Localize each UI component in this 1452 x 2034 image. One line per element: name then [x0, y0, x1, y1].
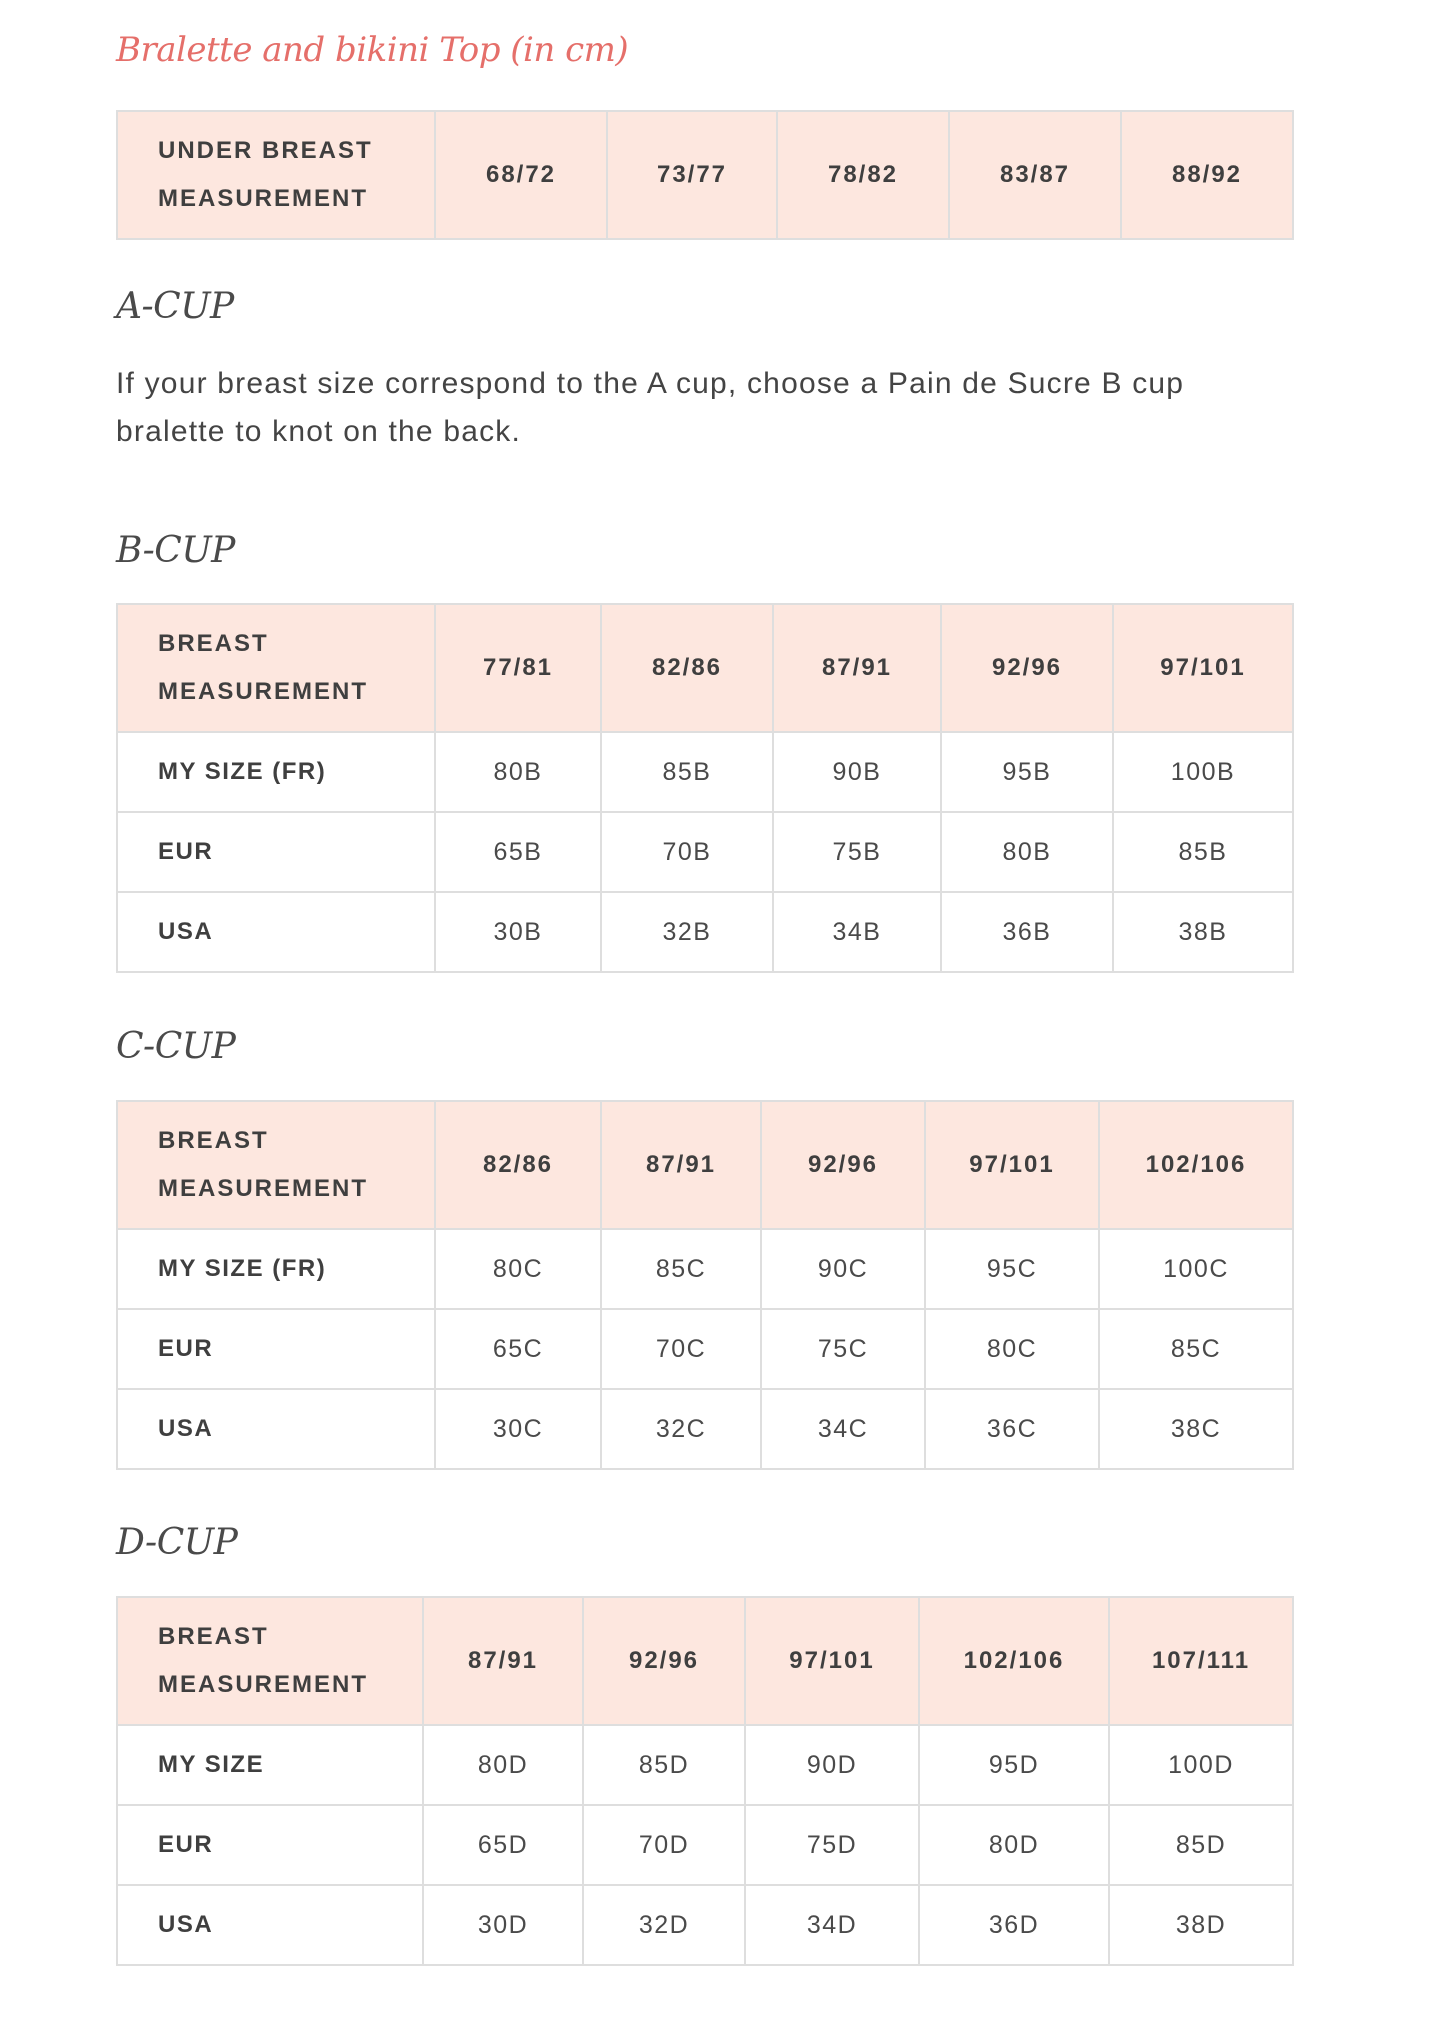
- row-label: MY SIZE (FR): [117, 1229, 435, 1309]
- size-cell: 75D: [745, 1805, 919, 1885]
- a-cup-note: If your breast size correspond to the A cup, choose a Pain de Sucre B cup bralette to knot on the back.: [116, 367, 1185, 448]
- row-label: MY SIZE: [117, 1725, 423, 1805]
- table-row: [117, 1229, 1293, 1309]
- table-row: [117, 732, 1293, 812]
- measurement-cell: 82/86: [601, 604, 773, 732]
- measurement-cell: 87/91: [423, 1597, 583, 1725]
- table-header-row: [117, 1597, 1293, 1725]
- size-cell: 65D: [423, 1805, 583, 1885]
- size-cell: 34B: [773, 892, 941, 972]
- size-cell: 30D: [423, 1885, 583, 1965]
- measurement-cell: 78/82: [777, 111, 949, 239]
- size-cell: 32C: [601, 1389, 761, 1469]
- measurement-cell: 82/86: [435, 1101, 601, 1229]
- row-label: USA: [117, 1885, 423, 1965]
- size-cell: 95C: [925, 1229, 1099, 1309]
- size-cell: 100D: [1109, 1725, 1293, 1805]
- measurement-cell: 92/96: [941, 604, 1113, 732]
- measurement-cell: 107/111: [1109, 1597, 1293, 1725]
- size-cell: 65C: [435, 1309, 601, 1389]
- row-label: EUR: [117, 812, 435, 892]
- label-line: BREAST: [158, 630, 269, 657]
- table-row: [117, 812, 1293, 892]
- under-breast-label: [117, 111, 435, 239]
- row-label: EUR: [117, 1805, 423, 1885]
- table-header-row: [117, 1101, 1293, 1229]
- row-label: MY SIZE (FR): [117, 732, 435, 812]
- row-label: EUR: [117, 1309, 435, 1389]
- size-cell: 80D: [919, 1805, 1109, 1885]
- label-line: MEASUREMENT: [158, 678, 369, 705]
- label-line: MEASUREMENT: [158, 1175, 369, 1202]
- a-cup-title: A-CUP: [116, 286, 234, 327]
- label-line: UNDER BREAST: [158, 137, 373, 164]
- size-cell: 80C: [435, 1229, 601, 1309]
- size-cell: 95B: [941, 732, 1113, 812]
- breast-measurement-label: [117, 604, 435, 732]
- size-cell: 70C: [601, 1309, 761, 1389]
- b-cup-table: [116, 603, 1294, 973]
- size-cell: 32D: [583, 1885, 745, 1965]
- under-breast-table: [116, 110, 1294, 240]
- c-cup-title: C-CUP: [116, 1026, 236, 1067]
- size-cell: 80B: [941, 812, 1113, 892]
- measurement-cell: 102/106: [919, 1597, 1109, 1725]
- size-cell: 34D: [745, 1885, 919, 1965]
- table-row: [117, 1725, 1293, 1805]
- table-header-row: [117, 111, 1293, 239]
- measurement-cell: 83/87: [949, 111, 1121, 239]
- d-cup-title: D-CUP: [116, 1522, 238, 1563]
- size-cell: 30C: [435, 1389, 601, 1469]
- table-row: [117, 1805, 1293, 1885]
- table-header-row: [117, 604, 1293, 732]
- measurement-cell: 73/77: [607, 111, 777, 239]
- size-cell: 65B: [435, 812, 601, 892]
- breast-measurement-label: [117, 1597, 423, 1725]
- table-row: [117, 1885, 1293, 1965]
- table-row: [117, 892, 1293, 972]
- table-row: [117, 1309, 1293, 1389]
- size-cell: 30B: [435, 892, 601, 972]
- size-cell: 80B: [435, 732, 601, 812]
- size-cell: 36C: [925, 1389, 1099, 1469]
- size-cell: 85C: [601, 1229, 761, 1309]
- size-cell: 32B: [601, 892, 773, 972]
- measurement-cell: 102/106: [1099, 1101, 1293, 1229]
- size-cell: 80C: [925, 1309, 1099, 1389]
- size-cell: 75C: [761, 1309, 925, 1389]
- label-line: MEASUREMENT: [158, 185, 369, 212]
- measurement-cell: 97/101: [1113, 604, 1293, 732]
- d-cup-table: [116, 1596, 1294, 1966]
- label-line: MEASUREMENT: [158, 1671, 369, 1698]
- label-line: BREAST: [158, 1127, 269, 1154]
- measurement-cell: 92/96: [583, 1597, 745, 1725]
- measurement-cell: 87/91: [601, 1101, 761, 1229]
- size-cell: 85D: [583, 1725, 745, 1805]
- size-cell: 38C: [1099, 1389, 1293, 1469]
- page-title: Bralette and bikini Top (in cm): [116, 30, 629, 70]
- size-cell: 34C: [761, 1389, 925, 1469]
- breast-measurement-label: [117, 1101, 435, 1229]
- size-cell: 38B: [1113, 892, 1293, 972]
- size-cell: 70B: [601, 812, 773, 892]
- size-cell: 85D: [1109, 1805, 1293, 1885]
- size-cell: 80D: [423, 1725, 583, 1805]
- size-cell: 90D: [745, 1725, 919, 1805]
- measurement-cell: 88/92: [1121, 111, 1293, 239]
- b-cup-title: B-CUP: [116, 530, 235, 571]
- size-cell: 38D: [1109, 1885, 1293, 1965]
- measurement-cell: 77/81: [435, 604, 601, 732]
- measurement-cell: 92/96: [761, 1101, 925, 1229]
- size-cell: 70D: [583, 1805, 745, 1885]
- measurement-cell: 97/101: [745, 1597, 919, 1725]
- size-cell: 85B: [1113, 812, 1293, 892]
- table-row: [117, 1389, 1293, 1469]
- size-cell: 90C: [761, 1229, 925, 1309]
- label-line: BREAST: [158, 1623, 269, 1650]
- c-cup-table: [116, 1100, 1294, 1470]
- row-label: USA: [117, 1389, 435, 1469]
- size-cell: 36D: [919, 1885, 1109, 1965]
- measurement-cell: 87/91: [773, 604, 941, 732]
- row-label: USA: [117, 892, 435, 972]
- size-cell: 90B: [773, 732, 941, 812]
- size-cell: 75B: [773, 812, 941, 892]
- size-cell: 95D: [919, 1725, 1109, 1805]
- size-cell: 100B: [1113, 732, 1293, 812]
- size-cell: 100C: [1099, 1229, 1293, 1309]
- size-cell: 36B: [941, 892, 1113, 972]
- measurement-cell: 68/72: [435, 111, 607, 239]
- size-cell: 85B: [601, 732, 773, 812]
- measurement-cell: 97/101: [925, 1101, 1099, 1229]
- size-cell: 85C: [1099, 1309, 1293, 1389]
